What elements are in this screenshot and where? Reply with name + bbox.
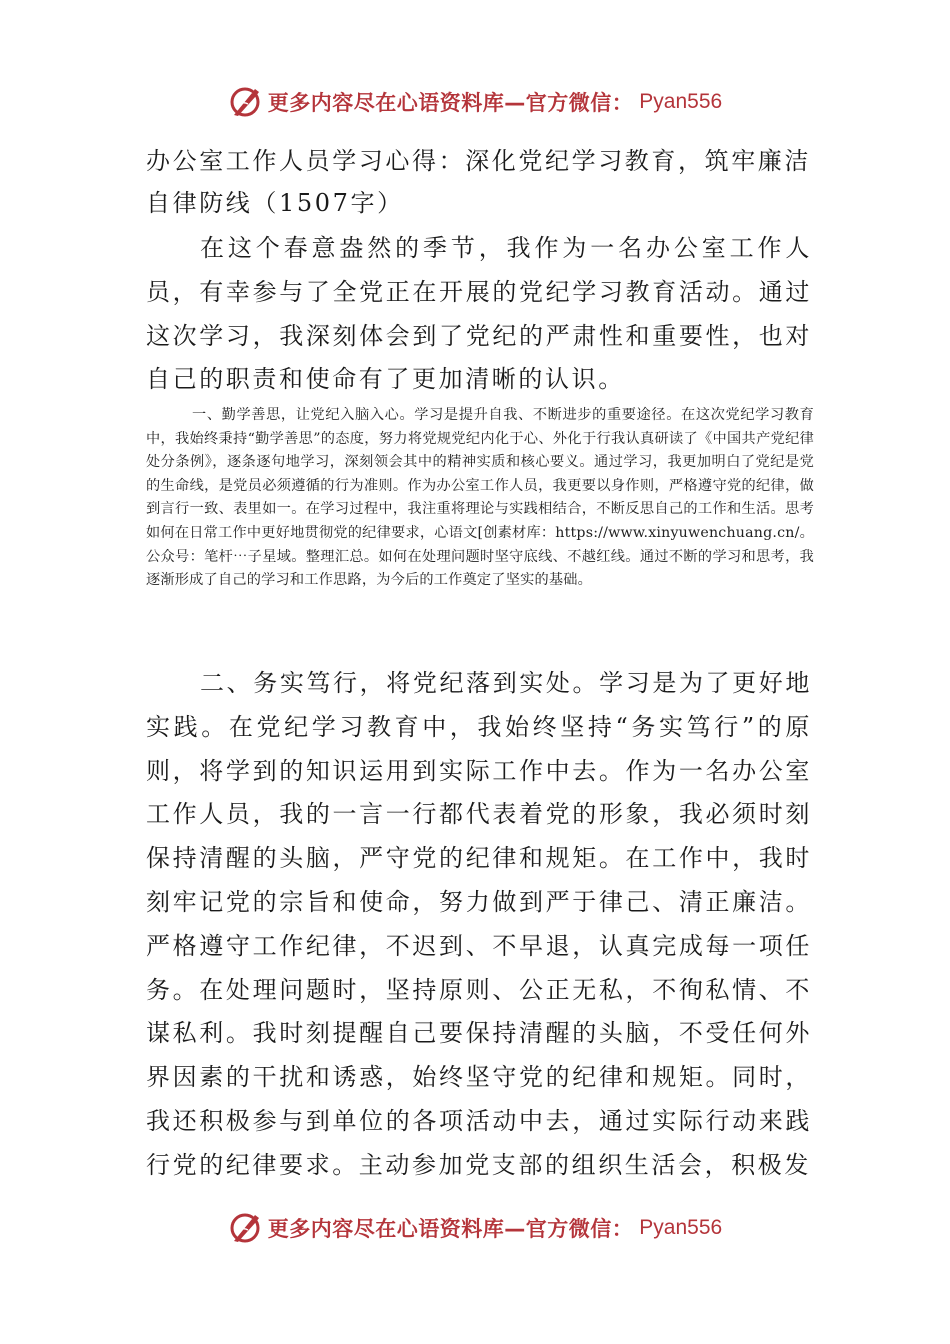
paragraph-section-one: 一、勤学善思，让党纪入脑入心。学习是提升自我、不断进步的重要途径。在这次党纪学习教育中，我始终秉持“勤学善思”的态度，努力将党规党纪内化于心、外化于行我认真研读了《中国共产党纪律处分条例》，逐条逐句地学习，深刻领会其中的精神实质和核心要义。通过学习，我更加明白了党纪是党的生命线，是党员必须遵循的行为准则。作为办公室工作人员，我更要以身作则，严格遵守党的纪律，做到言行一致、表里如一。在学习过程中，我注重将理论与实践相结合，不断反思自己的工作和生活。思考如何在日常工作中更好地贯彻党的纪律要求，心语文[创素材库：https://www.xinyuwenchuang.cn/。公众号：笔杆⋯子星域。整理汇总。如何在处理问题时坚守底线、不越红线。通过不断的学习和思考，我逐渐形成了自己的学习和工作思路，为今后的工作奠定了坚实的基础。 [146,407,814,589]
banner-text: 更多内容尽在心语资料库—官方微信： [267,91,634,115]
pen-circle-logo-icon [228,85,262,119]
footer-banner [0,1208,950,1248]
banner-text: 更多内容尽在心语资料库—官方微信： [267,1217,634,1241]
pen-circle-logo-icon [228,1211,262,1245]
document-title: 办公室工作人员学习心得：深化党纪学习教育，筑牢廉洁自律防线（1507字） [146,147,811,217]
paragraph-intro: 在这个春意盎然的季节，我作为一名办公室工作人员，有幸参与了全党正在开展的党纪学习教育活动。通过这次学习，我深刻体会到了党纪的严肃性和重要性，也对自己的职责和使命有了更加清晰的认识。 [146,234,812,394]
wechat-id: Pyan556 [639,90,723,113]
paragraph-section-two: 二、务实笃行，将党纪落到实处。学习是为了更好地实践。在党纪学习教育中，我始终坚持“务实笃行”的原则，将学到的知识运用到实际工作中去。作为一名办公室工作人员，我的一言一行都代表着党的形象，我必须时刻保持清醒的头脑，严守党的纪律和规矩。在工作中，我时刻牢记党的宗旨和使命，努力做到严于律己、清正廉洁。严格遵守工作纪律，不迟到、不早退，认真完成每一项任务。在处理问题时，坚持原则、公正无私，不徇私情、不谋私利。我时刻提醒自己要保持清醒的头脑，不受任何外界因素的干扰和诱惑，始终坚守党的纪律和规矩。同时，我还积极参与到单位的各项活动中去，通过实际行动来践行党的纪律要求。主动参加党支部的组织生活会，积极发 [146,669,812,1179]
wechat-id: Pyan556 [639,1216,723,1239]
header-banner [0,82,950,122]
